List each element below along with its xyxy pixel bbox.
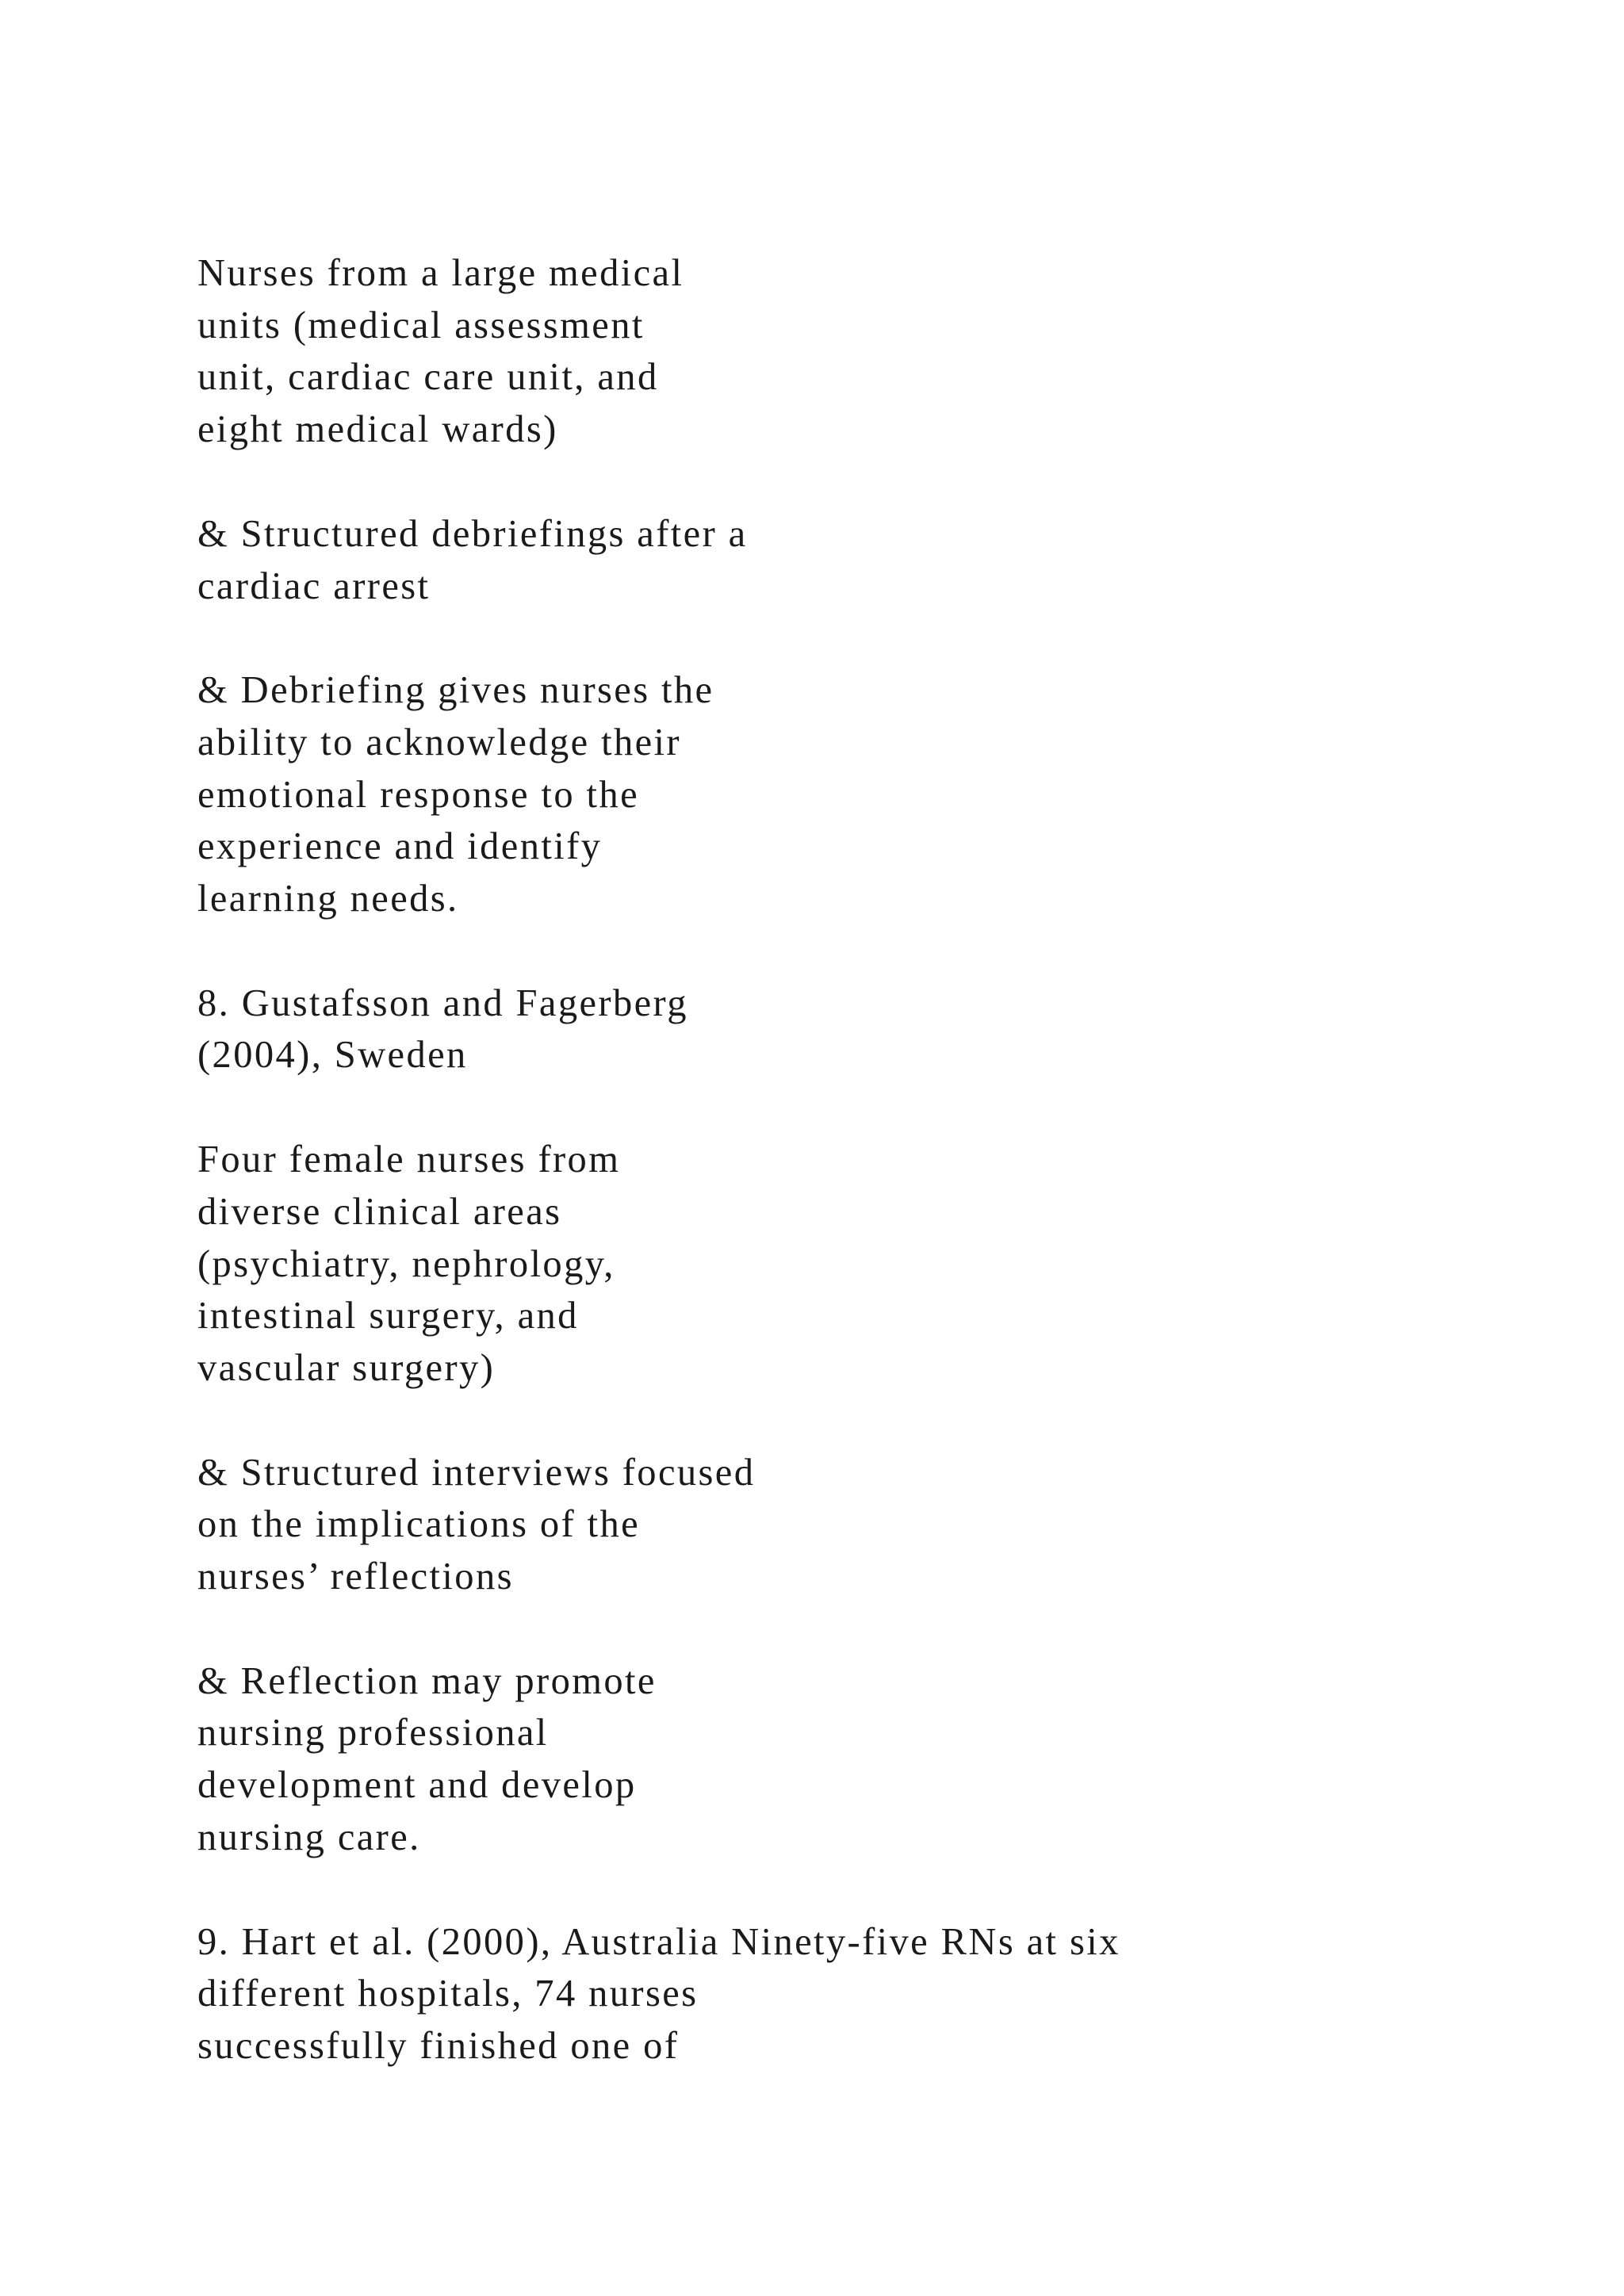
document-body xyxy=(197,247,1545,2125)
text-line: nurses’ reflections xyxy=(197,1556,514,1598)
text-line: 8. Gustafsson and Fagerberg xyxy=(197,982,688,1024)
text-line: different hospitals, 74 nurses xyxy=(197,1973,699,2015)
text-line: & Structured interviews focused xyxy=(197,1451,756,1494)
paragraph-study-9-citation xyxy=(197,1916,1545,2072)
paragraph-finding xyxy=(197,1655,1545,1864)
paragraph-intervention xyxy=(197,508,1545,612)
text-line: successfully finished one of xyxy=(197,2024,680,2067)
text-line: Four female nurses from xyxy=(197,1138,621,1181)
text-line: Nurses from a large medical xyxy=(197,252,684,294)
paragraph-finding xyxy=(197,664,1545,925)
text-line: learning needs. xyxy=(197,878,459,920)
text-line: & Debriefing gives nurses the xyxy=(197,669,714,712)
paragraph-study-population xyxy=(197,247,1545,456)
text-line: cardiac arrest xyxy=(197,564,431,607)
text-line: intestinal surgery, and xyxy=(197,1295,579,1337)
text-line: on the implications of the xyxy=(197,1503,641,1546)
text-line: diverse clinical areas xyxy=(197,1190,562,1233)
text-line: (2004), Sweden xyxy=(197,1034,468,1077)
text-line: & Reflection may promote xyxy=(197,1659,657,1702)
text-line: experience and identify xyxy=(197,825,603,868)
paragraph-intervention xyxy=(197,1447,1545,1603)
text-line: 9. Hart et al. (2000), Australia Ninety-five RNs at six xyxy=(197,1920,1120,1963)
paragraph-study-population xyxy=(197,1134,1545,1395)
text-line: unit, cardiac care unit, and xyxy=(197,356,659,399)
text-line: vascular surgery) xyxy=(197,1346,496,1389)
text-line: development and develop xyxy=(197,1764,637,1807)
text-line: units (medical assessment xyxy=(197,304,645,346)
text-line: nursing professional xyxy=(197,1712,549,1755)
text-line: & Structured debriefings after a xyxy=(197,512,748,555)
text-line: nursing care. xyxy=(197,1816,421,1858)
text-line: eight medical wards) xyxy=(197,408,558,451)
text-line: emotional response to the xyxy=(197,773,640,816)
paragraph-study-8-citation xyxy=(197,978,1545,1081)
text-line: ability to acknowledge their xyxy=(197,721,681,763)
text-line: (psychiatry, nephrology, xyxy=(197,1242,615,1285)
